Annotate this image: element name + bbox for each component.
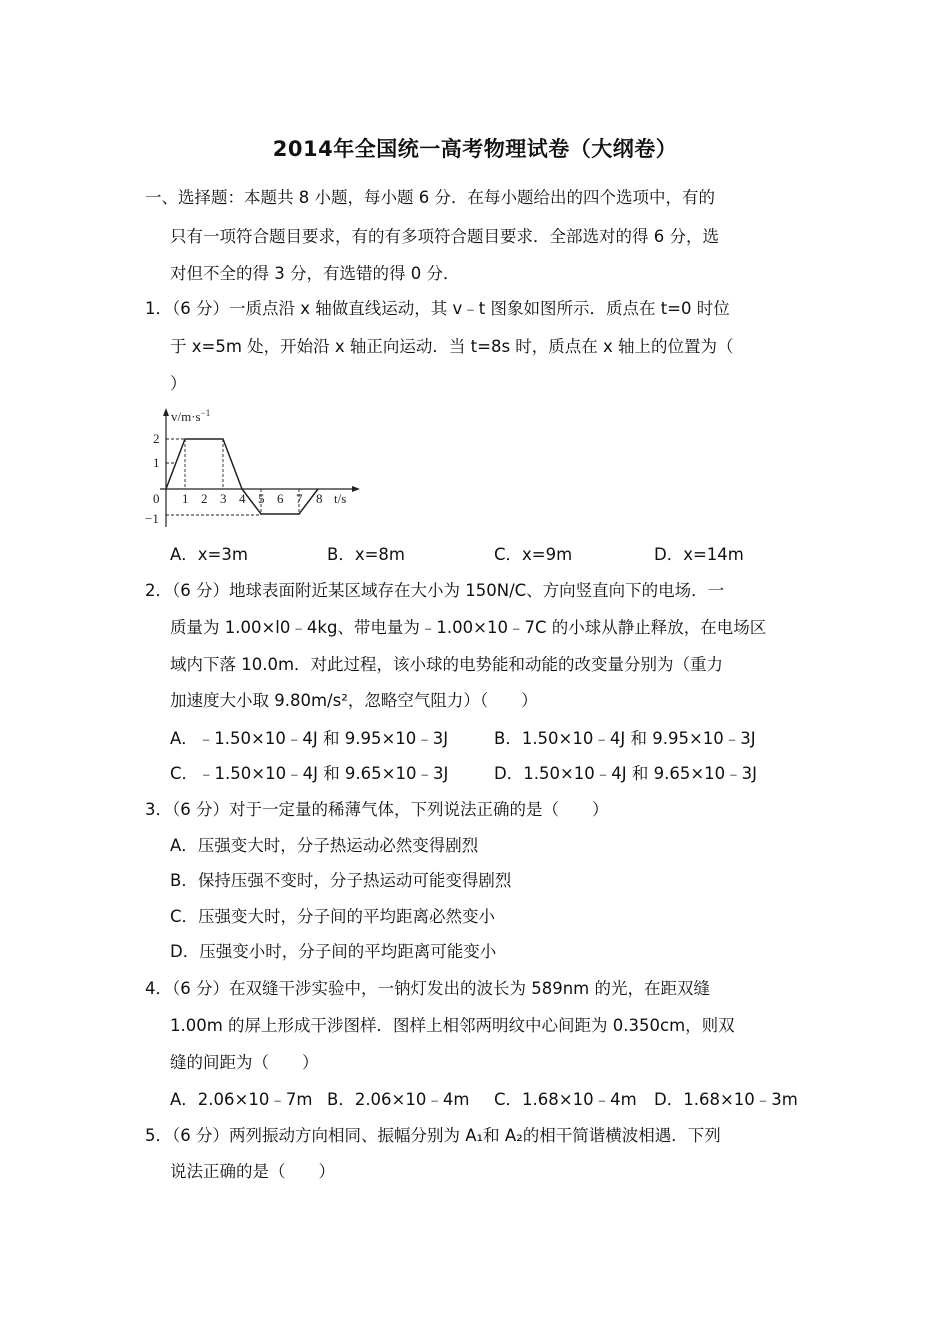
x-tick-4: 4 [239,491,246,506]
q1-option-d: D．x=14m [654,545,744,564]
q3-option-c: C．压强变大时，分子间的平均距离必然变小 [170,907,496,926]
y-tick-minus-1: −1 [145,511,159,526]
q2-line-2: 质量为 1.00×l0﹣4kg、带电量为﹣1.00×10﹣7C 的小球从静止释放，在电场区 [170,618,767,637]
q2-option-c: C．﹣1.50×10﹣4J 和 9.65×10﹣3J [170,764,449,783]
q2-option-a: A．﹣1.50×10﹣4J 和 9.95×10﹣3J [170,729,449,748]
q5-line-2: 说法正确的是（ ） [170,1162,335,1181]
q4-option-d: D．1.68×10﹣3m [654,1090,798,1109]
section-line-2: 只有一项符合题目要求，有的有多项符合题目要求．全部选对的得 6 分，选 [170,227,719,246]
q2-option-d: D．1.50×10﹣4J 和 9.65×10﹣3J [494,764,758,783]
vt-graph [140,405,365,530]
x-axis-label: t/s [334,491,347,506]
q1-option-b: B．x=8m [327,545,405,564]
q3-option-d: D．压强变小时，分子间的平均距离可能变小 [170,942,497,961]
x-tick-3: 3 [220,491,227,506]
x-axis-arrow-icon [352,486,360,492]
x-tick-8: 8 [316,491,323,506]
q3-line-1: 3．（6 分）对于一定量的稀薄气体，下列说法正确的是（ ） [145,800,609,819]
section-line-1: 一、选择题：本题共 8 小题，每小题 6 分．在每小题给出的四个选项中，有的 [145,188,715,207]
y-axis-arrow-icon [163,408,169,416]
q4-line-2: 1.00m 的屏上形成干涉图样．图样上相邻两明纹中心间距为 0.350cm，则双 [170,1016,735,1035]
section-line-3: 对但不全的得 3 分，有选错的得 0 分． [170,264,460,283]
q4-option-c: C．1.68×10﹣4m [494,1090,637,1109]
y-tick-2: 2 [153,431,160,446]
q1-line-3: ） [170,374,187,393]
y-tick-0: 0 [153,491,160,506]
x-tick-6: 6 [277,491,284,506]
q2-line-1: 2．（6 分）地球表面附近某区域存在大小为 150N/C、方向竖直向下的电场．一 [145,581,725,600]
x-tick-2: 2 [201,491,208,506]
q2-line-3: 域内下落 10.0m．对此过程，该小球的电势能和动能的改变量分别为（重力 [170,655,724,674]
q5-line-1: 5．（6 分）两列振动方向相同、振幅分别为 A₁和 A₂的相干简谐横波相遇．下列 [145,1126,721,1145]
y-axis-label: $v/m\cdot s^{-1}$ [171,408,211,424]
x-tick-7: 7 [296,491,303,506]
q1-option-a: A．x=3m [170,545,248,564]
q4-line-3: 缝的间距为（ ） [170,1053,319,1072]
q1-option-c: C．x=9m [494,545,573,564]
q2-line-4: 加速度大小取 9.80m/s²，忽略空气阻力）（ ） [170,691,538,710]
q1-line-1: 1．（6 分）一质点沿 x 轴做直线运动，其 v﹣t 图象如图所示．质点在 t=0 时位 [145,299,730,318]
y-tick-1: 1 [153,455,160,470]
x-tick-5: 5 [258,491,265,506]
q2-option-b: B．1.50×10﹣4J 和 9.95×10﹣3J [494,729,756,748]
q1-line-2: 于 x=5m 处，开始沿 x 轴正向运动．当 t=8s 时，质点在 x 轴上的位置为（ [170,337,734,356]
q3-option-a: A．压强变大时，分子热运动必然变得剧烈 [170,836,479,855]
page-title: 2014年全国统一高考物理试卷（大纲卷） [272,137,678,161]
q3-option-b: B．保持压强不变时，分子热运动可能变得剧烈 [170,871,512,890]
x-tick-1: 1 [182,491,189,506]
q4-option-a: A．2.06×10﹣7m [170,1090,313,1109]
q4-option-b: B．2.06×10﹣4m [327,1090,470,1109]
q4-line-1: 4．（6 分）在双缝干涉实验中，一钠灯发出的波长为 589nm 的光，在距双缝 [145,979,711,998]
